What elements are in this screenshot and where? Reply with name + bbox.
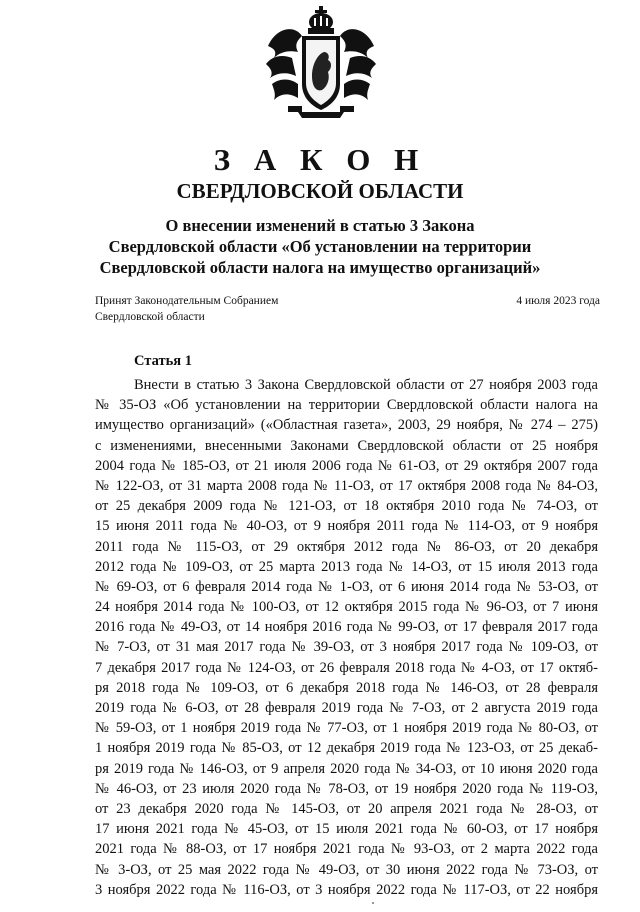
law-region: СВЕРДЛОВСКОЙ ОБЛАСТИ <box>176 179 464 203</box>
heading-line: Свердловской области «Об установлении на территории <box>108 237 532 256</box>
body-line: 24 ноября 2014 года № 100-ОЗ, от 12 октября 2015 года № 96-ОЗ, от 7 июня <box>95 599 598 616</box>
body-line: имущество организаций» («Областная газета», 2003, 29 ноября, № 274 – 275) <box>95 417 598 434</box>
body-line: 2016 года № 49-ОЗ, от 14 ноября 2016 года № 99-ОЗ, от 17 февраля 2017 года <box>95 619 598 636</box>
body-line: № 59-ОЗ, от 1 ноября 2019 года № 77-ОЗ, от 1 ноября 2019 года № 80-ОЗ, от <box>95 720 598 737</box>
body-line: № 122-ОЗ, от 31 марта 2008 года № 11-ОЗ, от 17 октября 2008 года № 84-ОЗ, <box>95 477 598 494</box>
body-line: Внести в статью 3 Закона Свердловской области от 27 ноября 2003 года <box>134 377 598 393</box>
adoption-line: Принят Законодательным Собранием <box>95 295 279 307</box>
body-line: от 25 декабря 2009 года № 121-ОЗ, от 18 октября 2010 года № 74-ОЗ, от <box>95 498 598 515</box>
coat-of-arms-icon <box>258 6 384 120</box>
adoption-statement <box>95 293 278 325</box>
body-line: ря 2018 года № 109-ОЗ, от 6 декабря 2018 года № 146-ОЗ, от 28 февраля <box>95 679 598 696</box>
scan-speck <box>372 902 374 904</box>
adoption-date: 4 июля 2023 года <box>516 295 600 307</box>
article-body <box>95 375 598 900</box>
body-line: 2011 года № 115-ОЗ, от 29 октября 2012 года № 86-ОЗ, от 20 декабря <box>95 538 598 555</box>
body-line: 2021 года № 88-ОЗ, от 17 ноября 2021 года № 93-ОЗ, от 2 марта 2022 года <box>95 841 598 858</box>
law-heading <box>60 215 580 278</box>
body-line: 2004 года № 185-ОЗ, от 21 июля 2006 года № 61-ОЗ, от 29 октября 2007 года <box>95 457 598 474</box>
body-line: № 69-ОЗ, от 6 февраля 2014 года № 1-ОЗ, от 6 июня 2014 года № 53-ОЗ, от <box>95 578 598 595</box>
adoption-line: Свердловской области <box>95 311 205 323</box>
law-title: З А К О Н <box>213 142 427 177</box>
body-line: № 35-ОЗ «Об установлении на территории Свердловской области налога на <box>95 397 598 414</box>
body-line: от 23 декабря 2020 года № 145-ОЗ, от 20 апреля 2021 года № 28-ОЗ, от <box>95 800 598 817</box>
article-title: Статья 1 <box>134 353 192 369</box>
body-line: 17 июня 2021 года № 45-ОЗ, от 15 июля 2021 года № 60-ОЗ, от 17 ноября <box>95 821 598 838</box>
body-line: 1 ноября 2019 года № 85-ОЗ, от 12 декабря 2019 года № 123-ОЗ, от 25 декаб- <box>95 740 598 757</box>
body-line: 15 июня 2011 года № 40-ОЗ, от 9 ноября 2011 года № 114-ОЗ, от 9 ноября <box>95 518 598 535</box>
body-line: с изменениями, внесенными Законами Свердловской области от 25 ноября <box>95 437 598 454</box>
heading-line: О внесении изменений в статью 3 Закона <box>165 216 475 235</box>
body-line: № 46-ОЗ, от 23 июля 2020 года № 78-ОЗ, от 19 ноября 2020 года № 119-ОЗ, <box>95 780 598 797</box>
body-line: 7 декабря 2017 года № 124-ОЗ, от 26 февраля 2018 года № 4-ОЗ, от 17 октяб- <box>95 659 598 676</box>
body-line: 2012 года № 109-ОЗ, от 25 марта 2013 года № 14-ОЗ, от 15 июля 2013 года <box>95 558 598 575</box>
body-line: ря 2019 года № 146-ОЗ, от 9 апреля 2020 года № 34-ОЗ, от 10 июня 2020 года <box>95 760 598 777</box>
body-line: № 3-ОЗ, от 25 мая 2022 года № 49-ОЗ, от 30 июня 2022 года № 73-ОЗ, от <box>95 861 598 878</box>
body-line: № 7-ОЗ, от 31 мая 2017 года № 39-ОЗ, от 3 ноября 2017 года № 109-ОЗ, от <box>95 639 598 656</box>
body-line: 2019 года № 6-ОЗ, от 28 февраля 2019 года № 7-ОЗ, от 2 августа 2019 года <box>95 700 598 716</box>
body-line: 3 ноября 2022 года № 116-ОЗ, от 3 ноября 2022 года № 117-ОЗ, от 22 ноября <box>95 881 598 898</box>
heading-line: Свердловской области налога на имущество организаций» <box>99 258 541 277</box>
